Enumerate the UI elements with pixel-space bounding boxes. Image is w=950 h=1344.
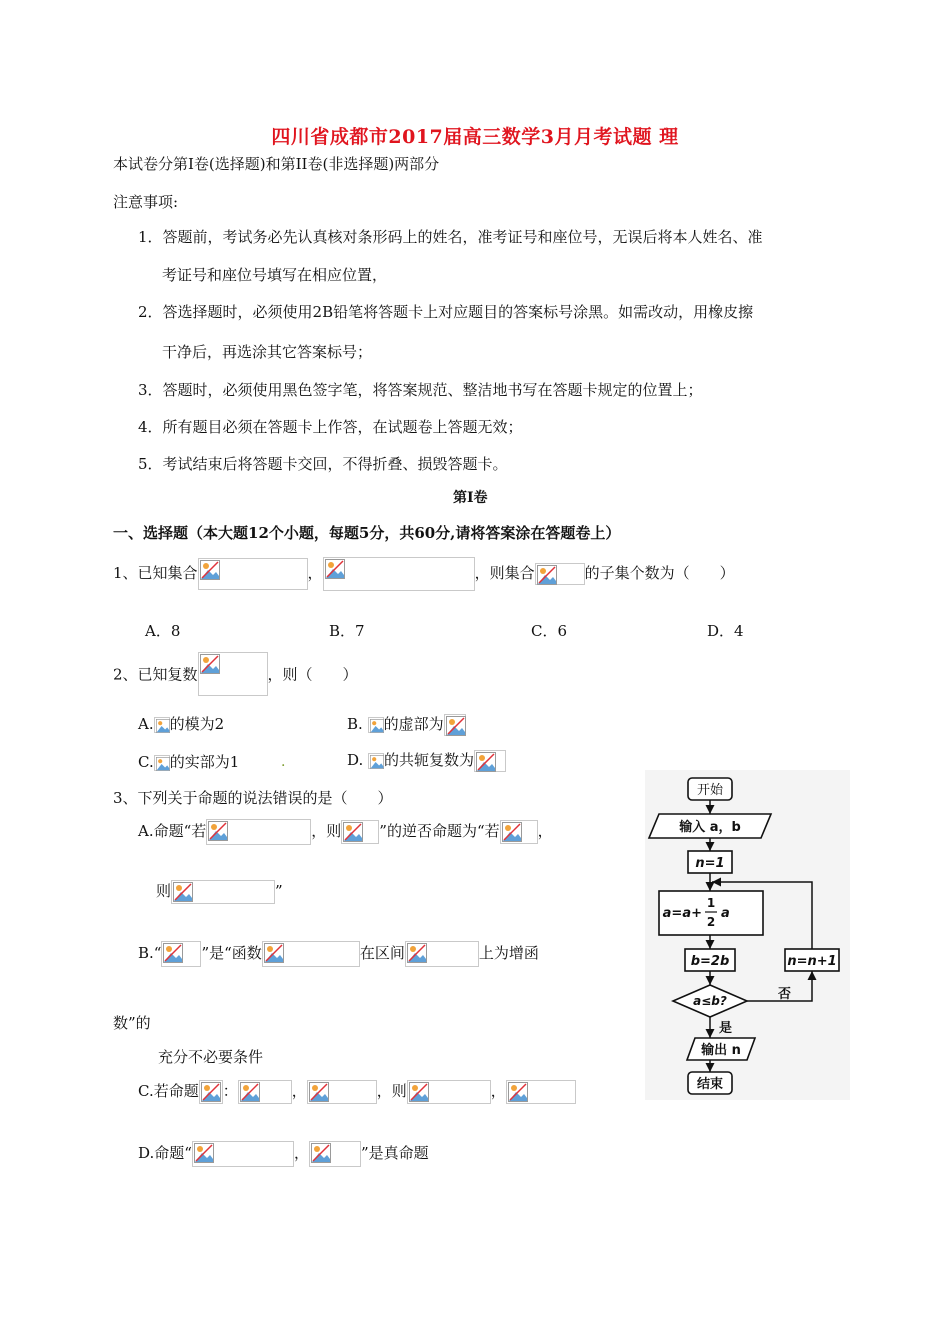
q3-option-a: A.命题“若 ，则 ”的逆否命题为“若 ， xyxy=(138,819,553,845)
flow-yes-label: 是 xyxy=(719,1021,733,1036)
q3-option-c: C.若命题 ： ， ，则 ， xyxy=(138,1080,576,1104)
formula-image-icon xyxy=(198,558,308,590)
flow-step2-label: b=2b xyxy=(690,954,730,969)
formula-image-icon xyxy=(407,1080,491,1104)
q1-stem: 1、已知集合 xyxy=(113,564,198,582)
q1-option-c: C．6 xyxy=(531,622,568,640)
formula-image-icon xyxy=(474,750,506,772)
q3-option-a-cont: 则 ” xyxy=(156,880,283,904)
formula-image-icon xyxy=(309,1141,361,1167)
note-item: 3．答题时，必须使用黑色签字笔，将答案规范、整洁地书写在答题卡规定的位置上； xyxy=(138,381,703,399)
note-item: 干净后，再选涂其它答案标号； xyxy=(162,343,373,361)
flow-step1-right: a xyxy=(721,906,730,921)
flow-output-label: 输出 n xyxy=(701,1043,741,1058)
flow-init-label: n=1 xyxy=(695,856,725,871)
q3-option-b: B.“ ”是“函数 在区间 上为增函 xyxy=(138,941,539,967)
formula-image-icon xyxy=(368,753,384,769)
formula-image-icon xyxy=(161,941,201,967)
formula-image-icon xyxy=(307,1080,377,1104)
q3-option-d: D.命题“ ， ”是真命题 xyxy=(138,1141,429,1167)
formula-image-icon xyxy=(506,1080,576,1104)
q1-option-a: A．8 xyxy=(145,622,181,640)
flow-input-label: 输入 a，b xyxy=(679,820,741,835)
q3-option-b-cont2: 充分不必要条件 xyxy=(158,1048,264,1066)
formula-image-icon xyxy=(154,755,170,771)
q2-option-d: D. 的共轭复数为 xyxy=(347,749,506,772)
flow-step1-left: a=a+ xyxy=(662,906,702,921)
q1-option-b: B．7 xyxy=(329,622,365,640)
formula-image-icon xyxy=(368,717,384,733)
formula-image-icon xyxy=(192,1141,294,1167)
question-1: 1、已知集合 ， ，则集合 的子集个数为（ ） xyxy=(113,557,735,591)
formula-image-icon xyxy=(405,941,479,967)
formula-image-icon xyxy=(154,717,170,733)
flow-incr-label: n=n+1 xyxy=(787,954,837,969)
dot-mark: · xyxy=(281,758,286,774)
note-item: 1．答题前，考试务必先认真核对条形码上的姓名，准考证号和座位号，无误后将本人姓名、准 xyxy=(138,228,763,246)
part-heading: 第I卷 xyxy=(453,490,488,506)
question-2: 2、已知复数 ，则（ ） xyxy=(113,652,358,696)
flowchart xyxy=(645,770,850,1100)
flow-end-label: 结束 xyxy=(696,1077,724,1092)
section-heading: 一、选择题（本大题12个小题，每题5分，共60分,请将答案涂在答题卷上） xyxy=(113,524,621,542)
formula-image-icon xyxy=(198,652,268,696)
question-3-stem: 3、下列关于命题的说法错误的是（ ） xyxy=(113,789,393,807)
formula-image-icon xyxy=(341,820,379,844)
formula-image-icon xyxy=(199,1080,223,1104)
formula-image-icon xyxy=(206,819,311,845)
formula-image-icon xyxy=(238,1080,292,1104)
q1-option-d: D．4 xyxy=(707,622,744,640)
formula-image-icon xyxy=(500,820,538,844)
formula-image-icon xyxy=(171,880,275,904)
q2-option-a: A. 的模为2 xyxy=(138,715,225,733)
formula-image-icon xyxy=(535,563,585,585)
page-title: 四川省成都市2017届高三数学3月月考试题 理 xyxy=(271,126,679,148)
flow-step1-den: 2 xyxy=(706,915,716,929)
note-item: 考证号和座位号填写在相应位置， xyxy=(162,266,388,284)
formula-image-icon xyxy=(444,714,466,736)
flow-cond-label: a≤b? xyxy=(693,994,727,1008)
formula-image-icon xyxy=(323,557,475,591)
note-item: 2．答选择题时，必须使用2B铅笔将答题卡上对应题目的答案标号涂黑。如需改动，用橡皮擦 xyxy=(138,303,754,321)
note-item: 4．所有题目必须在答题卡上作答，在试题卷上答题无效； xyxy=(138,418,523,436)
flow-start-label: 开始 xyxy=(696,783,724,798)
flow-no-label: 否 xyxy=(778,987,792,1002)
flow-step1-num: 1 xyxy=(706,896,716,910)
q3-option-b-cont: 数”的 xyxy=(113,1014,151,1032)
q2-option-b: B. 的虚部为 xyxy=(347,713,466,736)
notes-heading: 注意事项: xyxy=(113,193,179,211)
formula-image-icon xyxy=(262,941,360,967)
note-item: 5．考试结束后将答题卡交回，不得折叠、损毁答题卡。 xyxy=(138,455,508,473)
intro-text: 本试卷分第I卷(选择题)和第II卷(非选择题)两部分 xyxy=(113,155,440,173)
q2-option-c: C. 的实部为1 xyxy=(138,753,240,771)
flowchart-diagram xyxy=(645,770,850,1100)
